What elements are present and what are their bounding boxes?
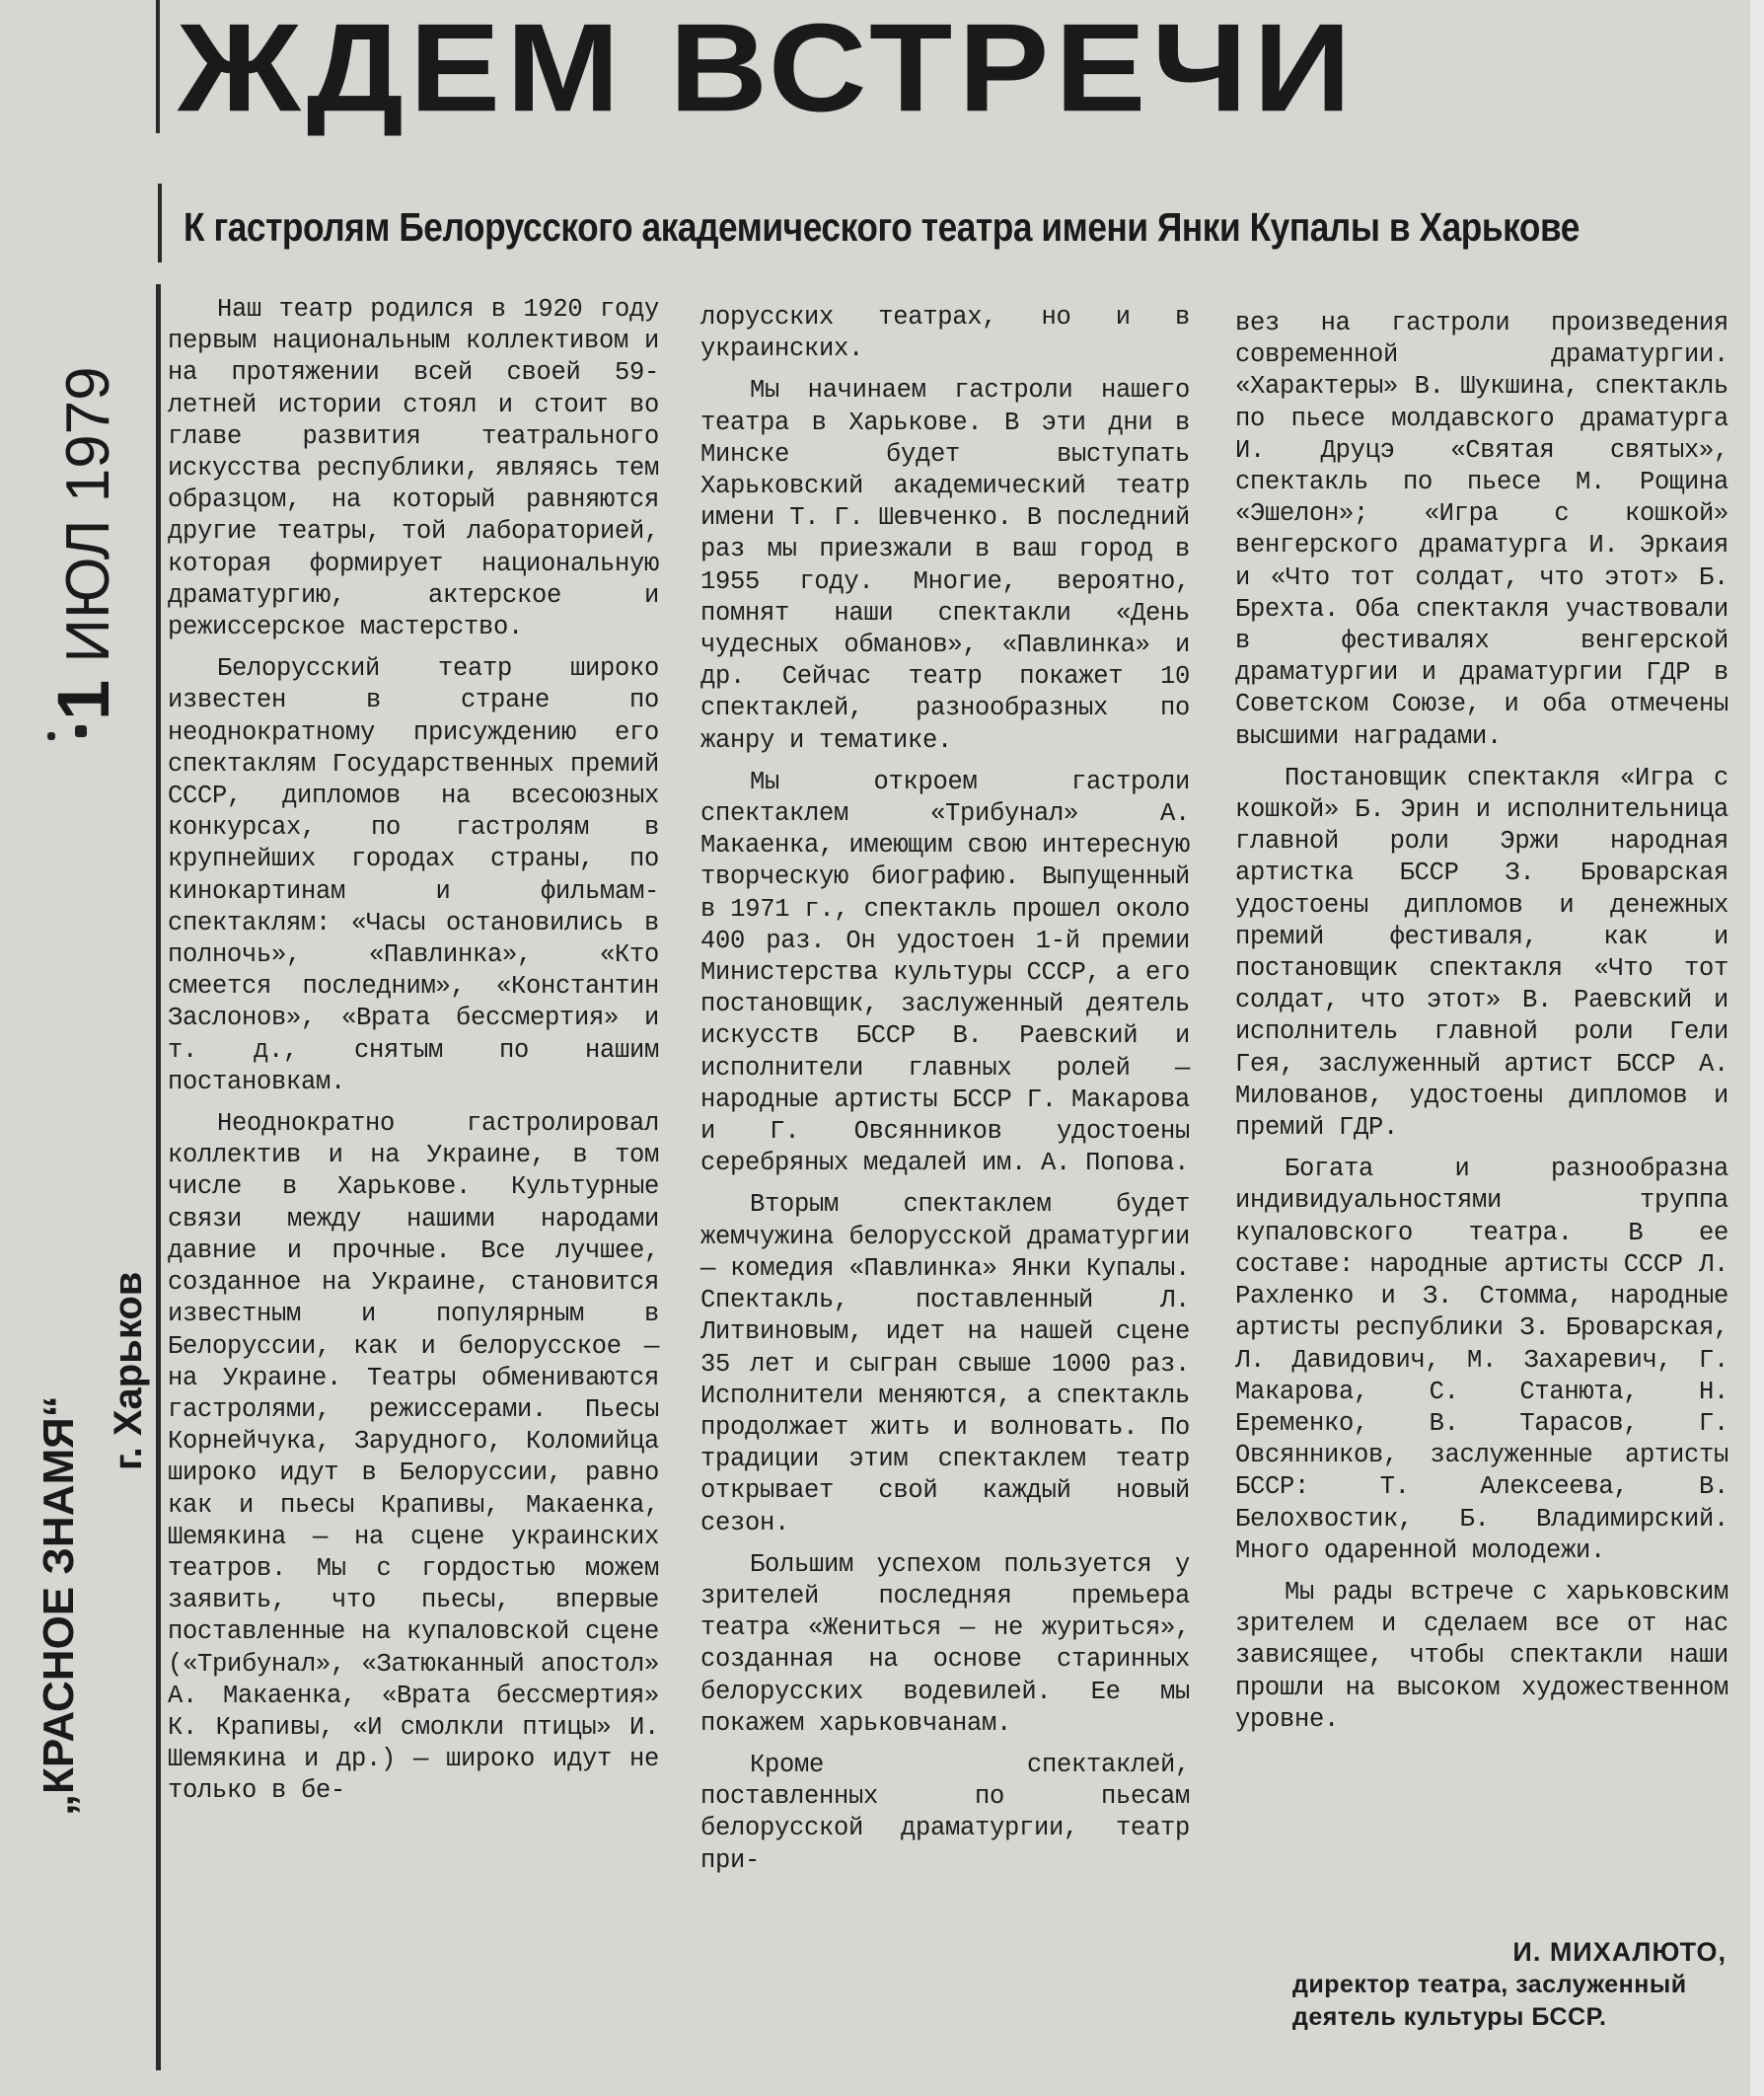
margin-rule: [156, 284, 161, 2070]
paragraph: Богата и разнообразна индивидуальностями труппа купаловского театра. В ее составе: народные артисты СССР Л. Рахленко и З. Стомма, народные артисты республики З. Броварская, Л. Давидович, М. Захаревич, Г. Макарова, С. Станюта, Н. Еременко, В. Тарасов, Г. Овсянников, заслуженные артисты БССР: Т. Алексеева, В. Белохвостик, Б. Владимирский. Много одаренной молодежи.: [1235, 1155, 1728, 1565]
date-stamp: [42, 365, 124, 720]
author-signature: [1292, 1936, 1727, 2034]
subhead-rule: [158, 184, 162, 262]
paragraph: Вторым спектаклем будет жемчужина белорусской драматургии — комедия «Павлинка» Янки Купалы. Спектакль, поставленный Л. Литвиновым, идет на нашей сцене 35 лет и сыгран свыше 1000 раз. Исполнители меняются, а спектакль продолжает жить и волновать. По традиции этим спектаклем театр открывает свой каждый новый сезон.: [700, 1190, 1190, 1537]
author-name: И. МИХАЛЮТО,: [1512, 1937, 1727, 1967]
article-subheadline: К гастролям Белорусского академического театра имени Янки Купалы в Харькове: [184, 204, 1580, 250]
date-day: 1: [42, 679, 124, 720]
paragraph: Мы рады встрече с харьковским зрителем и сделаем все от нас зависящее, чтобы спектакли наши прошли на высоком художественном уровне.: [1235, 1577, 1728, 1734]
author-title: директор театра, заслуженный деятель культуры БССР.: [1292, 1971, 1687, 2031]
margin-rule-top: [156, 0, 160, 133]
newspaper-name: „КРАСНОЕ ЗНАМЯ“: [35, 1395, 83, 1816]
date-month-year: ИЮЛ 1979: [54, 366, 122, 663]
ink-mark: [47, 732, 55, 740]
paragraph: Неоднократно гастролировал коллектив и на Украине, в том числе в Харькове. Культурные связи между нашими народами давние и прочные. Все лучшее, созданное на Украине, становится известным и популярным в Белоруссии, как и белорусское — на Украине. Театры обмениваются гастролями, режиссерами. Пьесы Корнейчука, Зарудного, Коломийца широко идут в Белоруссии, равно как и пьесы Крапивы, Макаенка, Шемякина — на сцене украинских театров. Мы с гордостью можем заявить, что пьесы, впервые поставленные на купаловской сцене («Трибунал», «Затюканный апостол» А. Макаенка, «Врата бессмертия» К. Крапивы, «И смолкли птицы» И. Шемякина и др.) — широко идут не только в бе-: [168, 1109, 659, 1806]
paragraph: Мы начинаем гастроли нашего театра в Харькове. В эти дни в Минске будет выступать Харьковский академический театр имени Т. Г. Шевченко. В последний раз мы приезжали в ваш город в 1955 году. Многие, вероятно, помнят наши спектакли «День чудесных обманов», «Павлинка» и др. Сейчас театр покажет 10 спектаклей, разнообразных по жанру и тематике.: [700, 376, 1190, 755]
paragraph: Большим успехом пользуется у зрителей последняя премьера театра «Жениться — не журиться», созданная на основе старинных белорусских водевилей. Ее мы покажем харьковчанам.: [700, 1549, 1190, 1738]
paragraph: Постановщик спектакля «Игра с кошкой» Б. Эрин и исполнительница главной роли Эржи народная артистка БССР З. Броварская удостоены дипломов и денежных премий фестиваля, как и постановщик спектакля «Что тот солдат, что этот» В. Раевский и исполнитель главной роли Гели Гея, заслуженный артист БССР А. Милованов, удостоены дипломов и премий ГДР.: [1235, 763, 1728, 1143]
newspaper-city: г. Харьков: [107, 1271, 150, 1470]
paragraph: Наш театр родился в 1920 году первым национальным коллективом и на протяжении всей своей 59-летней истории стоял и стоит во главе развития театрального искусства республики, являясь тем образцом, на который равняются другие театры, той лабораторией, которая формирует национальную драматургию, актерское и режиссерское мастерство.: [168, 295, 659, 642]
article-column-3: [1235, 308, 1728, 1746]
paragraph: Белорусский театр широко известен в стране по неоднократному присуждению его спектаклям Государственных премий СССР, дипломов на всесоюзных конкурсах, по гастролям в крупнейших городах страны, по кинокартинам и фильмам-спектаклям: «Часы остановились в полночь», «Павлинка», «Кто смеется последним», «Константин Заслонов», «Врата бессмертия» и т. д., снятым по нашим постановкам.: [168, 654, 659, 1096]
ink-mark: [75, 725, 87, 737]
paragraph: лорусских театрах, но и в украинских.: [700, 303, 1190, 364]
article-column-1: [168, 294, 659, 1818]
paragraph: Кроме спектаклей, поставленных по пьесам белорусской драматургии, театр при-: [700, 1750, 1190, 1875]
paragraph: вез на гастроли произведения современной драматургии. «Характеры» В. Шукшина, спектакль по пьесе молдавского драматурга И. Друцэ «Святая святых», спектакль по пьесе М. Рощина «Эшелон»; «Игра с кошкой» венгерского драматурга И. Эркаия и «Что тот солдат, что этот» Б. Брехта. Оба спектакля участвовали в фестивалях венгерской драматургии и драматургии ГДР в Советском Союзе, и оба отмечены высшими наградами.: [1235, 309, 1728, 751]
article-column-2: [700, 302, 1190, 1887]
article-headline: ЖДЕМ ВСТРЕЧИ: [178, 0, 1358, 138]
paragraph: Мы откроем гастроли спектаклем «Трибунал» А. Макаенка, имеющим свою интересную творческую биографию. Выпущенный в 1971 г., спектакль прошел около 400 раз. Он удостоен 1-й премии Министерства культуры СССР, а его постановщик, заслуженный деятель искусств БССР В. Раевский и исполнители главных ролей — народные артисты БССР Г. Макарова и Г. Овсянников удостоены серебряных медалей им. А. Попова.: [700, 767, 1190, 1178]
